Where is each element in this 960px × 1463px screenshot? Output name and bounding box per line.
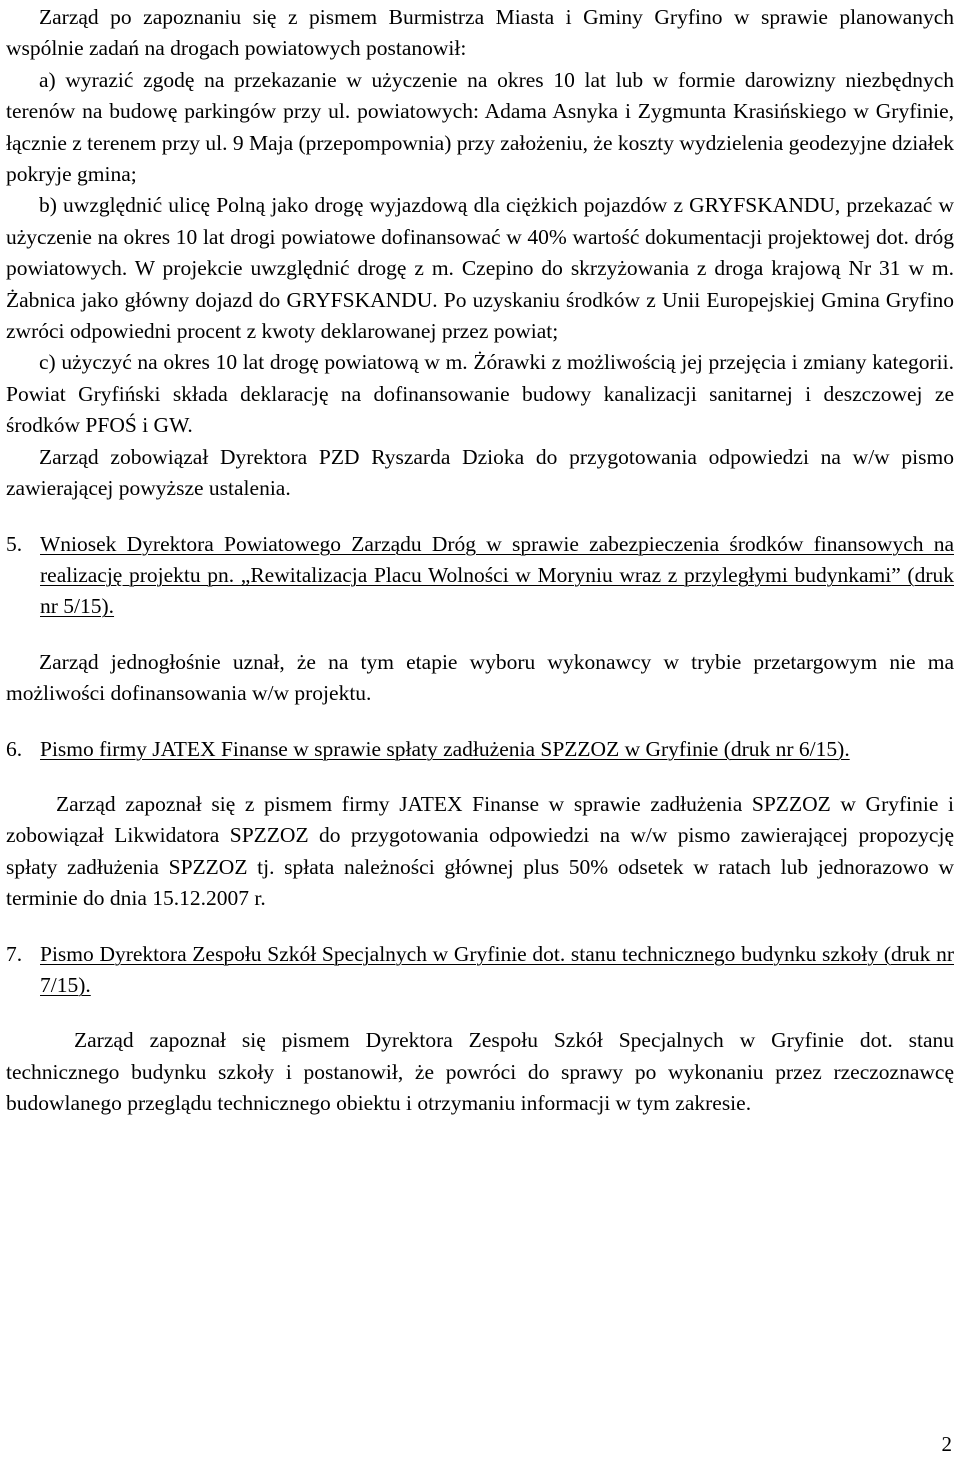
document-page: [6, 2, 954, 1120]
item-7-decision: Zarząd zapoznał się pismem Dyrektora Zespołu Szkół Specjalnych w Gryfinie dot. stanu technicznego budynku szkoły i postanowił, że powróci do sprawy po wykonaniu przez rzeczoznawcę budowlanego przeglądu technicznego obiektu i otrzymaniu informacji w tym zakresie.: [6, 1028, 954, 1116]
agenda-item-7: [6, 939, 954, 1002]
item-title: Pismo Dyrektora Zespołu Szkół Specjalnych w Gryfinie dot. stanu technicznego budynku szkoły (druk nr 7/15).: [40, 941, 954, 997]
item-5-decision: Zarząd jednogłośnie uznał, że na tym etapie wyboru wykonawcy w trybie przetargowym nie ma możliwości dofinansowania w/w projektu.: [6, 649, 954, 706]
item-number: 6.: [6, 736, 23, 761]
spacer: [6, 915, 954, 939]
obligation-paragraph: Zarząd zobowiązał Dyrektora PZD Ryszarda Dzioka do przygotowania odpowiedzi na w/w pismo zawierającej powyższe ustalenia.: [6, 444, 954, 501]
spacer: [6, 505, 954, 529]
item-6-decision: Zarząd zapoznał się z pismem firmy JATEX Finanse w sprawie zadłużenia SPZZOZ w Gryfinie i zobowiązał Likwidatora SPZZOZ do przygotowania odpowiedzi na w/w pismo zawierającej propozycję spłaty zadłużenia SPZZOZ tj. spłata należności głównej plus 50% odsetek w ratach lub jednorazowo w terminie do dnia 15.12.2007 r.: [6, 791, 954, 911]
item-title: Wniosek Dyrektora Powiatowego Zarządu Dróg w sprawie zabezpieczenia środków finansowych na realizację projektu pn. „Rewitalizacja Placu Wolności w Moryniu wraz z przyległymi budynkami” (druk nr 5/15).: [40, 531, 954, 619]
spacer: [6, 1001, 954, 1025]
point-b-paragraph: b) uwzględnić ulicę Polną jako drogę wyjazdową dla ciężkich pojazdów z GRYFSKANDU, przekazać w użyczenie na okres 10 lat drogi powiatowe dofinansować w 40% wartość dokumentacji projektowej dot. dróg powiatowych. W projekcie uwzględnić drogę z m. Czepino do skrzyżowania z droga krajową Nr 31 w m. Żabnica jako główny dojazd do GRYFSKANDU. Po uzyskaniu środków z Unii Europejskiej Gmina Gryfino zwróci odpowiedni procent z kwoty deklarowanej przez powiat;: [6, 193, 954, 344]
page-number: 2: [941, 1432, 952, 1456]
point-a-paragraph: a) wyrazić zgodę na przekazanie w użyczenie na okres 10 lat lub w formie darowizny niezbędnych terenów na budowę parkingów przy ul. powiatowych: Adama Asnyka i Zygmunta Krasińskiego w Gryfinie, łącznie z terenem przy ul. 9 Maja (przepompownia) przy założeniu, że koszty wydzielenia geodezyjne działek pokryje gmina;: [6, 67, 954, 187]
item-number: 7.: [6, 941, 23, 966]
spacer: [6, 710, 954, 734]
item-number: 5.: [6, 531, 23, 556]
item-title: Pismo firmy JATEX Finanse w sprawie spłaty zadłużenia SPZZOZ w Gryfinie (druk nr 6/15).: [40, 736, 850, 761]
agenda-item-5: [6, 529, 954, 623]
spacer: [6, 623, 954, 647]
agenda-item-6: [6, 734, 954, 765]
spacer: [6, 765, 954, 789]
intro-paragraph: Zarząd po zapoznaniu się z pismem Burmistrza Miasta i Gminy Gryfino w sprawie planowanych wspólnie zadań na drogach powiatowych postanowił:: [6, 5, 954, 61]
point-c-paragraph: c) użyczyć na okres 10 lat drogę powiatową w m. Żórawki z możliwością jej przejęcia i zmiany kategorii. Powiat Gryfiński składa deklarację na dofinansowanie budowy kanalizacji sanitarnej i deszczowej ze środków PFOŚ i GW.: [6, 350, 954, 438]
